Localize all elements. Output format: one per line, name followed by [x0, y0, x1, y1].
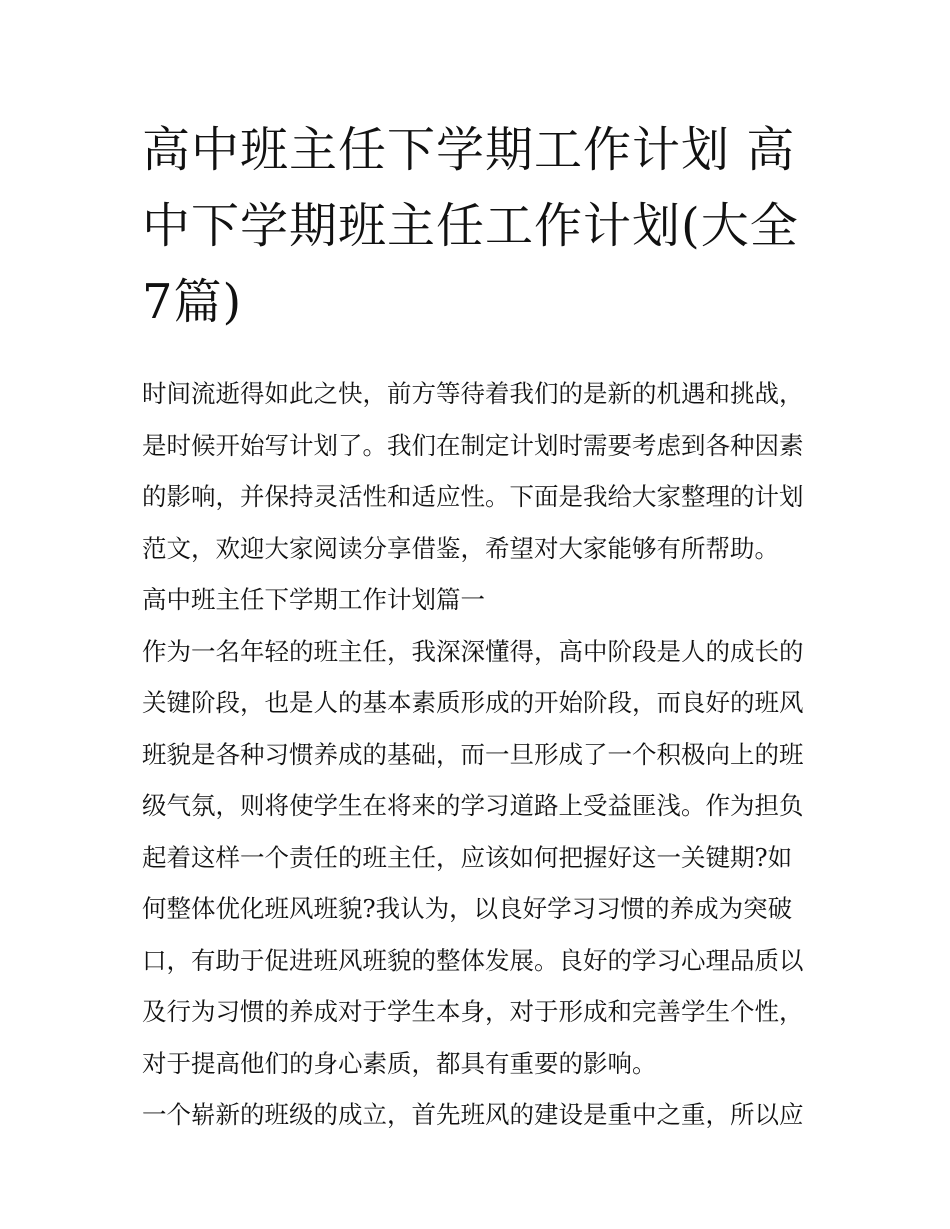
intro-paragraph: 时间流逝得如此之快，前方等待着我们的是新的机遇和挑战，是时候开始写计划了。我们在制定计划时需要考虑到各种因素的影响，并保持灵活性和适应性。下面是我给大家整理的计划范文，欢迎大家阅读分享借鉴，希望对大家能够有所帮助。: [142, 379, 804, 563]
section-heading: 高中班主任下学期工作计划篇一: [142, 585, 485, 614]
document-page: [142, 112, 812, 1141]
document-title: 高中班主任下学期工作计划 高中下学期班主任工作计划(大全7篇): [142, 122, 799, 330]
body-paragraph-2: 一个崭新的班级的成立，首先班风的建设是重中之重，所以应: [142, 1100, 804, 1129]
body-paragraph-1: 作为一名年轻的班主任，我深深懂得，高中阶段是人的成长的关键阶段，也是人的基本素质形成的开始阶段，而良好的班风班貌是各种习惯养成的基础，而一旦形成了一个积极向上的班级气氛，则将使学生在将来的学习道路上受益匪浅。作为担负起着这样一个责任的班主任，应该如何把握好这一关键期?如何整体优化班风班貌?我认为，以良好学习习惯的养成为突破口，有助于促进班风班貌的整体发展。良好的学习心理品质以及行为习惯的养成对于学生本身，对于形成和完善学生个性，对于提高他们的身心素质，都具有重要的影响。: [142, 636, 804, 1078]
